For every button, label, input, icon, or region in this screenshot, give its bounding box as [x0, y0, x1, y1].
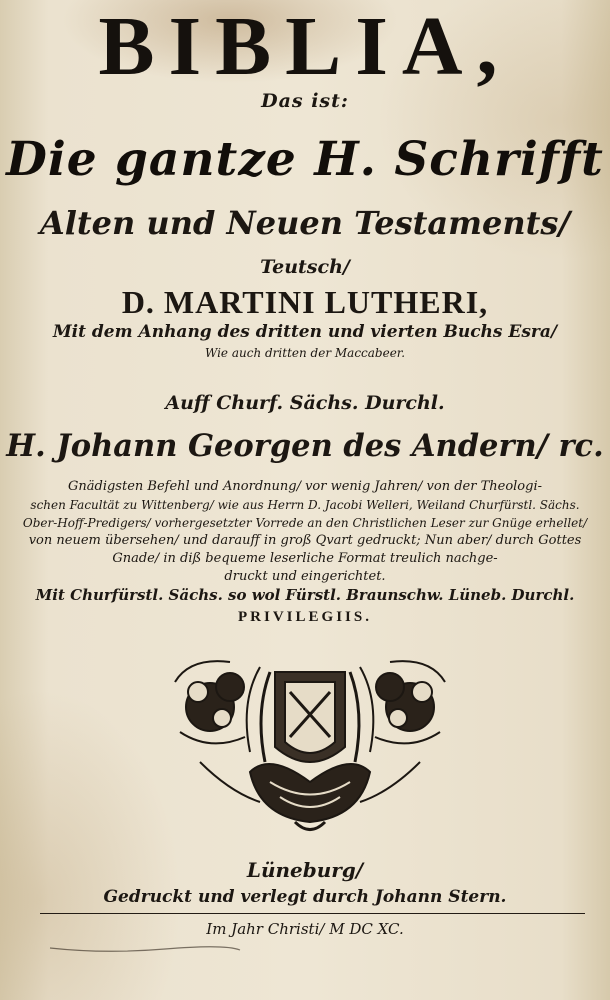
author-line: D. MARTINI LUTHERI,: [121, 284, 489, 320]
year-line: Im Jahr Christi/ M DC XC.: [206, 920, 404, 938]
patron-line: H. Johann Georgen des Andern/ rc.: [6, 428, 604, 464]
language-line: Teutsch/: [260, 256, 350, 278]
privilegiis-line: PRIVILEGIIS.: [238, 609, 372, 625]
ink-mark-icon: [45, 940, 245, 958]
body-line: druckt und eingerichtet.: [224, 569, 386, 584]
privilege-line: Mit Churfürstl. Sächs. so wol Fürstl. Braunschw. Lüneb. Durchl.: [35, 586, 575, 604]
place-line: Lüneburg/: [246, 858, 364, 882]
body-line: schen Facultät zu Wittenberg/ wie aus Herrn D. Jacobi Welleri, Weiland Churfürstl. Sächs.: [30, 498, 580, 512]
body-line: Ober-Hoff-Predigers/ vorhergesetzter Vorrede an den Christlichen Leser zur Gnüge erhellet/: [22, 516, 588, 530]
subtitle: Das ist:: [261, 90, 349, 112]
body-line: Gnädigsten Befehl und Anordnung/ vor wenig Jahren/ von der Theologi-: [68, 479, 542, 494]
body-line: Gnade/ in diß bequeme leserliche Format treulich nachge-: [112, 551, 498, 566]
appendix2-line: Wie auch dritten der Maccabeer.: [204, 346, 406, 360]
auff-line: Auff Churf. Sächs. Durchl.: [165, 392, 445, 414]
body-text: [8, 478, 602, 586]
body-line: von neuem übersehen/ und darauff in groß Qvart gedruckt; Nun aber/ durch Gottes: [28, 533, 582, 548]
printer-line: Gedruckt und verlegt durch Johann Stern.: [103, 887, 507, 907]
printer-woodcut-ornament-icon: [170, 652, 450, 837]
page-title: BIBLIA,: [98, 0, 512, 93]
heading: Die gantze H. Schrifft: [6, 132, 604, 187]
appendix-line: Mit dem Anhang des dritten und vierten Buchs Esra/: [52, 322, 558, 342]
divider-rule: [40, 913, 585, 914]
testaments-line: Alten und Neuen Testaments/: [39, 204, 571, 242]
